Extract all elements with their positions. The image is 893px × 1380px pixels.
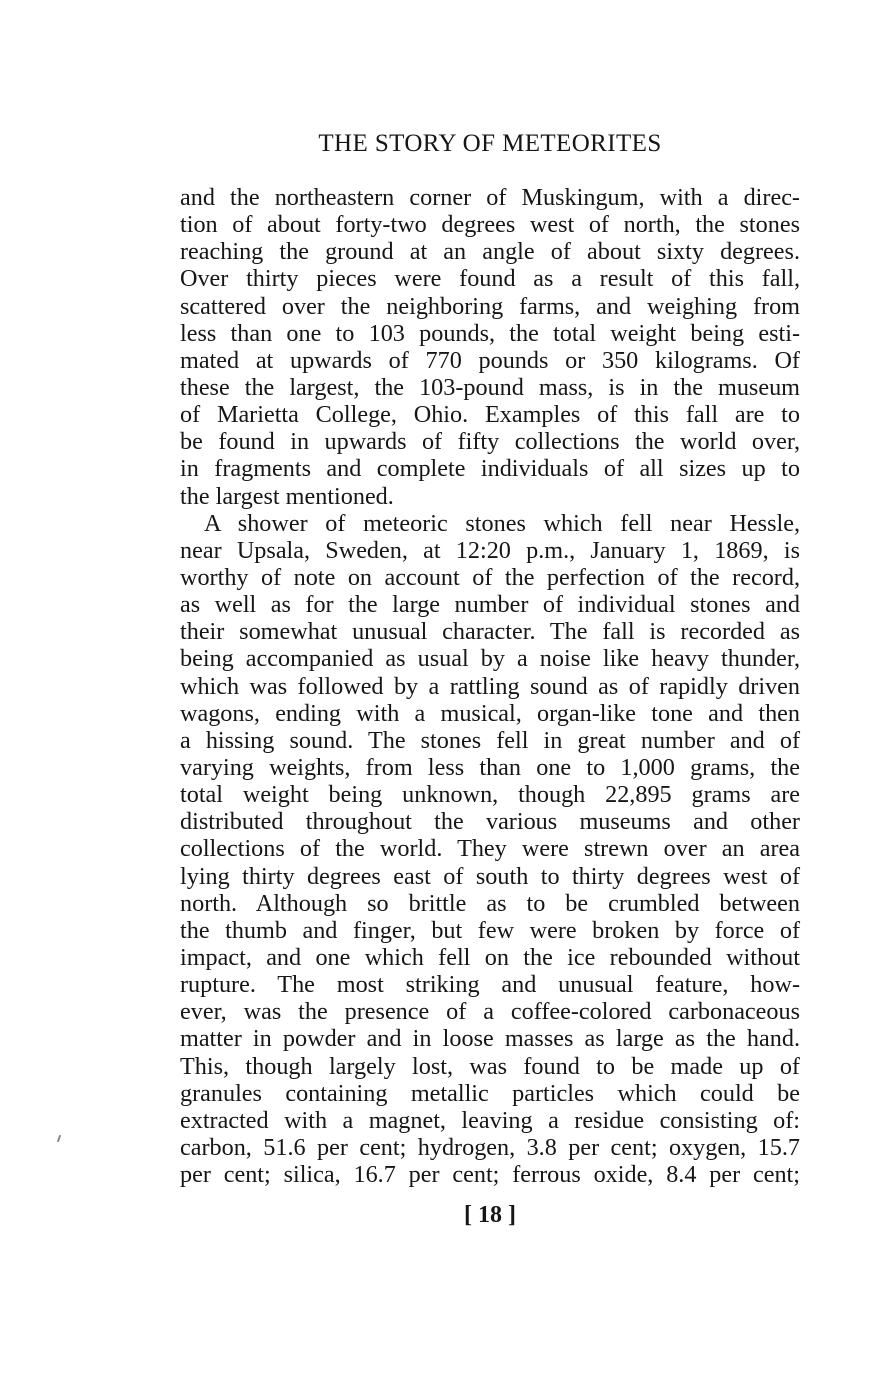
text-line: worthy of note on account of the perfection of the record,: [180, 563, 800, 591]
text-line: extracted with a magnet, leaving a residue consisting of:: [180, 1106, 800, 1134]
text-line: in fragments and complete individuals of all sizes up to: [180, 455, 800, 483]
text-line: a hissing sound. The stones fell in great number and of: [180, 726, 800, 754]
text-line: granules containing metallic particles which could be: [180, 1079, 800, 1107]
text-line: Over thirty pieces were found as a result of this fall,: [180, 265, 800, 293]
text-line: per cent; silica, 16.7 per cent; ferrous oxide, 8.4 per cent;: [180, 1161, 800, 1189]
text-line: distributed throughout the various museums and other: [180, 808, 800, 836]
margin-speck: [57, 1135, 61, 1142]
paragraph-end-line: the largest mentioned.: [180, 482, 394, 510]
text-line: near Upsala, Sweden, at 12:20 p.m., January 1, 1869, is: [180, 536, 800, 564]
text-line: impact, and one which fell on the ice rebounded without: [180, 943, 800, 971]
body-text: [180, 184, 800, 1188]
text-line: ever, was the presence of a coffee-colored carbonaceous: [180, 998, 800, 1026]
text-line: which was followed by a rattling sound as of rapidly driven: [180, 672, 800, 700]
text-line: scattered over the neighboring farms, and weighing from: [180, 292, 800, 320]
text-line: be found in upwards of fifty collections the world over,: [180, 428, 800, 456]
text-line: of Marietta College, Ohio. Examples of this fall are to: [180, 401, 800, 429]
text-line: rupture. The most striking and unusual feature, how-: [180, 971, 800, 999]
text-line: these the largest, the 103-pound mass, is in the museum: [180, 373, 800, 401]
text-line: their somewhat unusual character. The fall is recorded as: [180, 618, 800, 646]
text-line: matter in powder and in loose masses as large as the hand.: [180, 1025, 800, 1053]
text-line: wagons, ending with a musical, organ-like tone and then: [180, 699, 800, 727]
text-line: as well as for the large number of individual stones and: [180, 591, 800, 619]
text-line: the thumb and finger, but few were broken by force of: [180, 916, 800, 944]
text-line: tion of about forty-two degrees west of north, the stones: [180, 211, 800, 239]
text-line: being accompanied as usual by a noise like heavy thunder,: [180, 645, 800, 673]
text-line: mated at upwards of 770 pounds or 350 kilograms. Of: [180, 346, 800, 374]
text-line: carbon, 51.6 per cent; hydrogen, 3.8 per cent; oxygen, 15.7: [180, 1133, 800, 1161]
text-line: and the northeastern corner of Muskingum, with a direc-: [180, 184, 800, 211]
text-line: reaching the ground at an angle of about sixty degrees.: [180, 238, 800, 266]
text-line: lying thirty degrees east of south to thirty degrees west of: [180, 862, 800, 890]
text-line: This, though largely lost, was found to be made up of: [180, 1052, 800, 1080]
text-line: varying weights, from less than one to 1,000 grams, the: [180, 753, 800, 781]
text-line: less than one to 103 pounds, the total weight being esti-: [180, 319, 800, 347]
text-line: total weight being unknown, though 22,895 grams are: [180, 781, 800, 809]
text-line: north. Although so brittle as to be crumbled between: [180, 889, 800, 917]
text-line: collections of the world. They were strewn over an area: [180, 835, 800, 863]
running-head: THE STORY OF METEORITES: [318, 130, 662, 157]
page-number: [ 18 ]: [464, 1202, 516, 1228]
paragraph-start-line: A shower of meteoric stones which fell near Hessle,: [204, 509, 800, 537]
